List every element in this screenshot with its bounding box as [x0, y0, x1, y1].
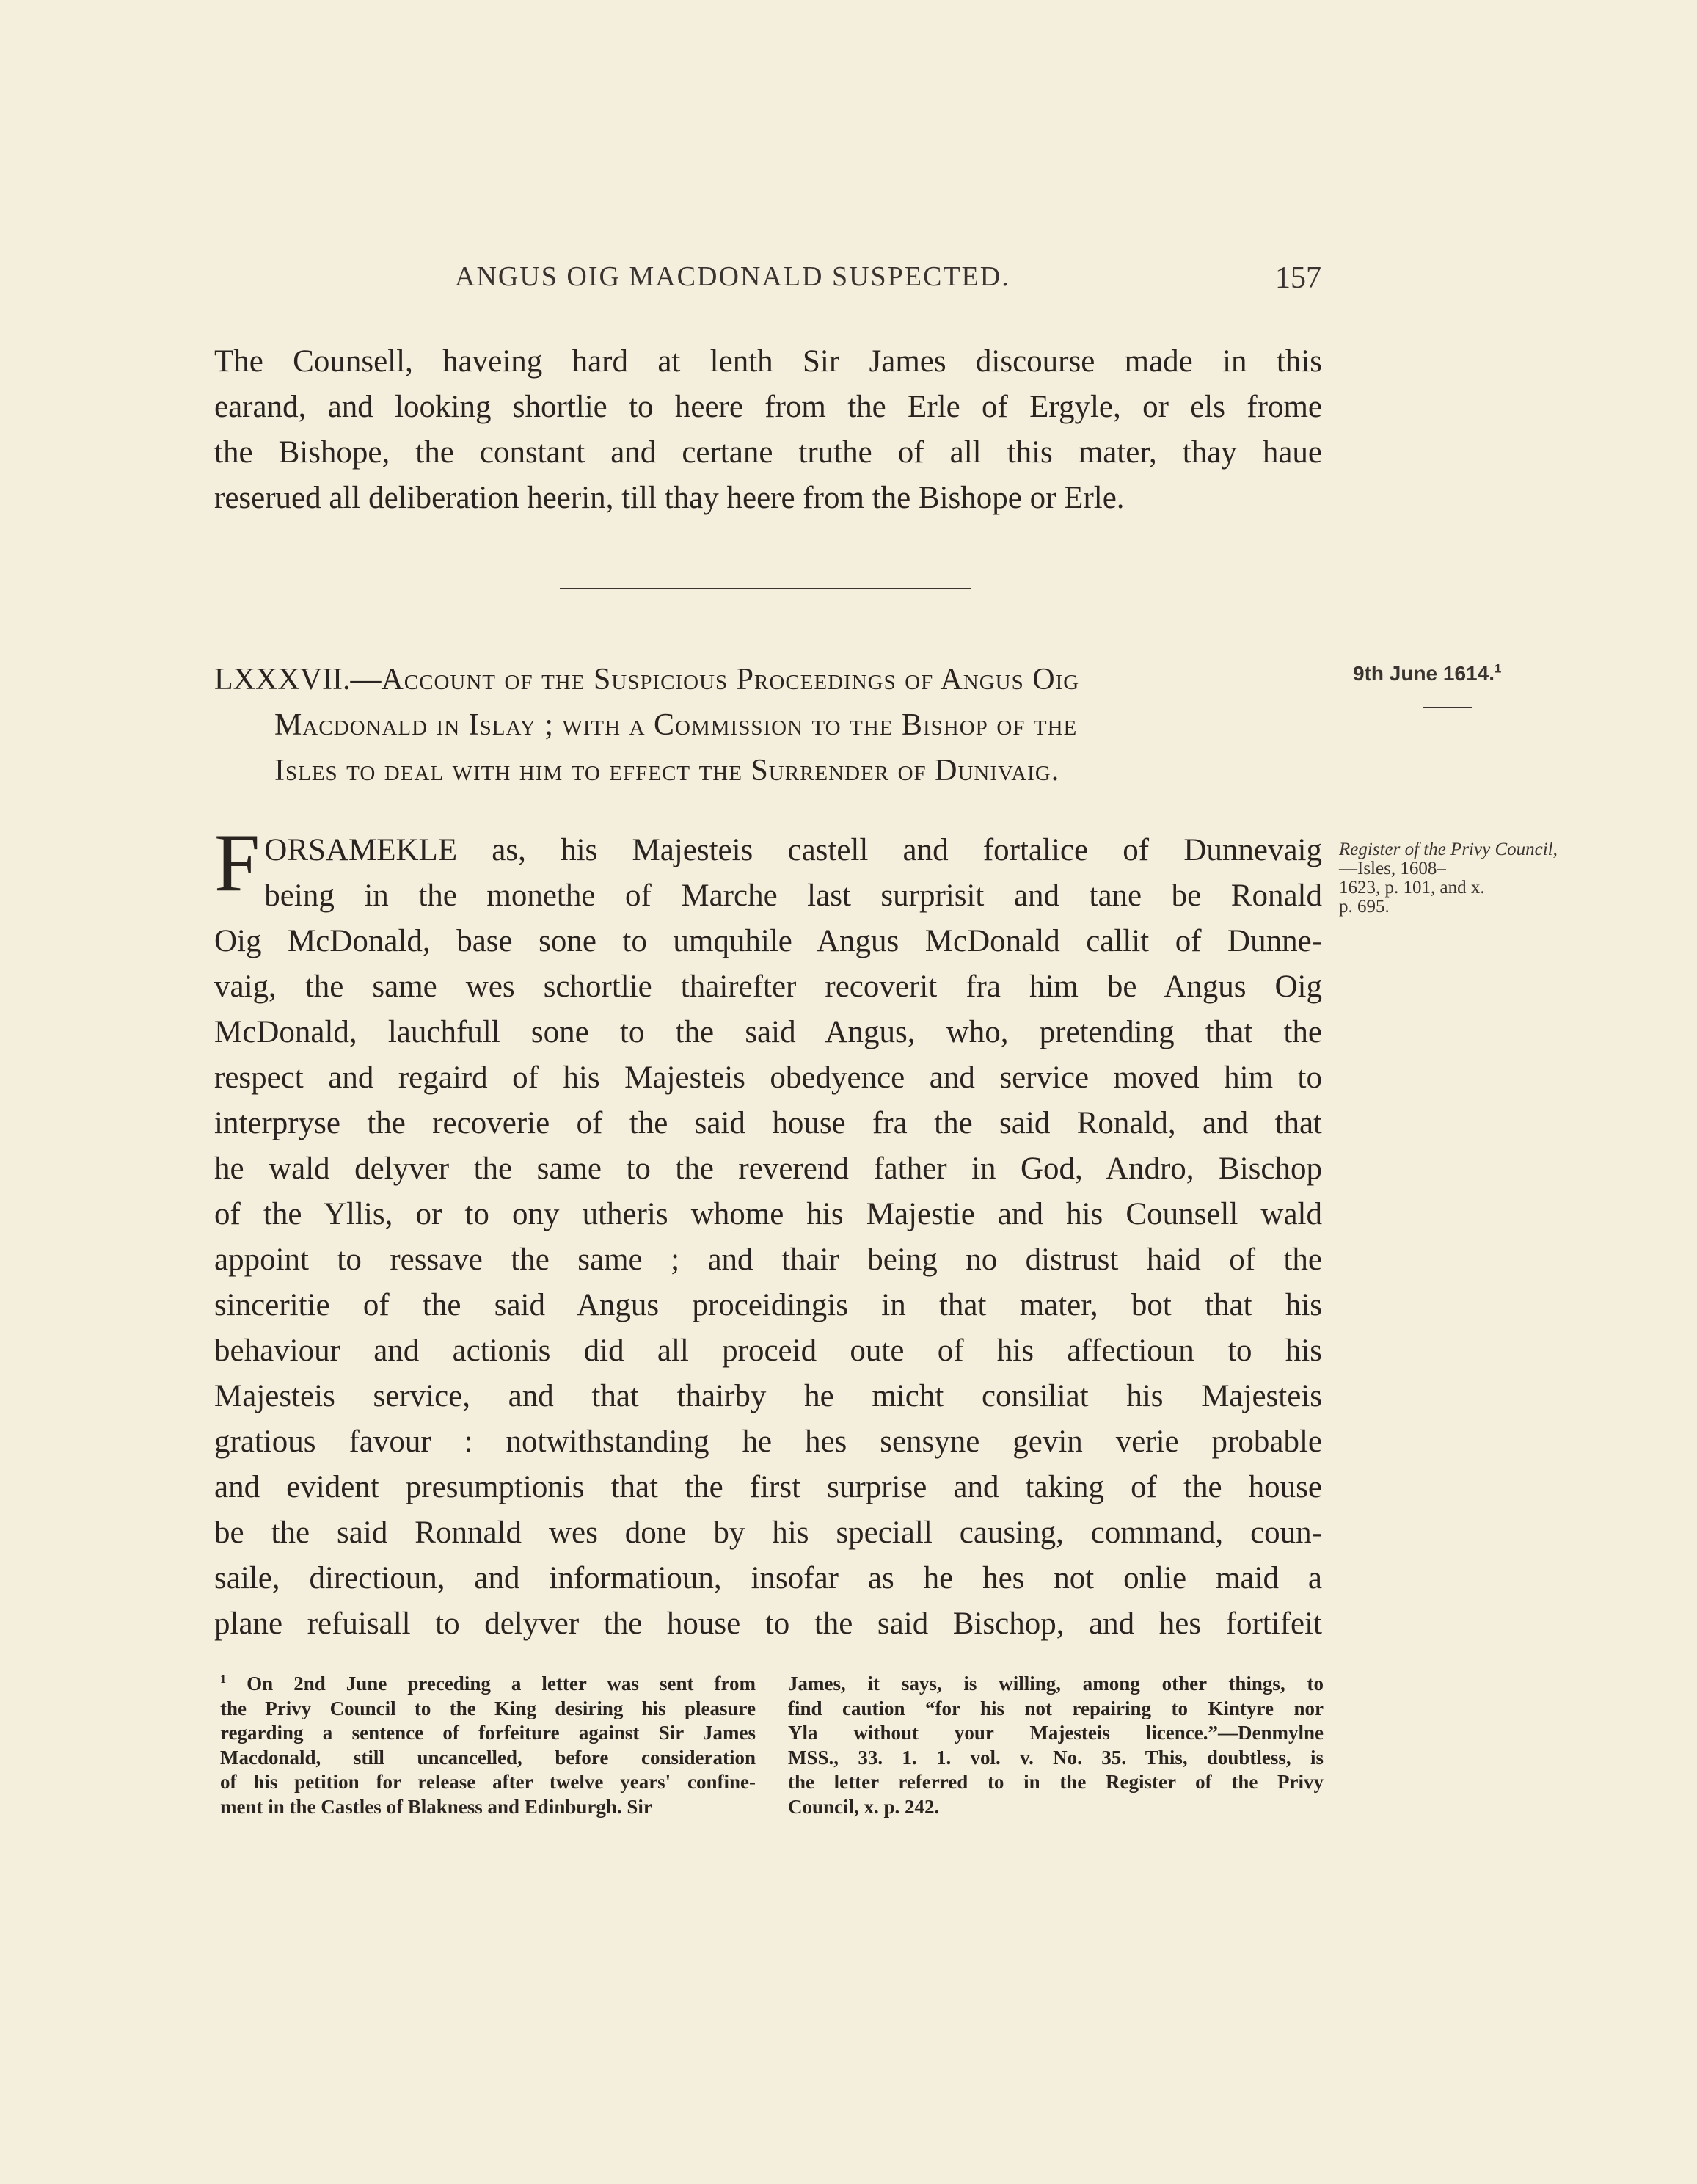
- main-paragraph: [214, 818, 1322, 1647]
- intro-line: The Counsell, haveing hard at lenth Sir James discourse made in this: [214, 344, 1322, 379]
- footnote-line: the Privy Council to the King desiring his pleasure: [220, 1697, 756, 1719]
- main-line: sinceritie of the said Angus proceidingis in that mater, bot that his: [214, 1288, 1322, 1322]
- heading-line-2: Macdonald in Islay ; with a Commission to the Bishop of the: [274, 708, 1078, 742]
- main-line: respect and regaird of his Majesteis obedyence and service moved him to: [214, 1060, 1322, 1095]
- footnote-line: ment in the Castles of Blakness and Edinburgh. Sir: [220, 1795, 652, 1818]
- footnote-line: the letter referred to in the Register of the Privy: [788, 1771, 1324, 1793]
- footnote-left-column: [220, 1672, 756, 1819]
- intro-paragraph: [214, 339, 1322, 521]
- heading-text: Account of the Suspicious Proceedings of Angus Oig: [381, 663, 1080, 696]
- main-line: Majesteis service, and that thairby he micht consiliat his Majesteis: [214, 1379, 1322, 1413]
- main-line: ORSAMEKLE as, his Majesteis castell and fortalice of Dunnevaig: [264, 833, 1322, 867]
- page-number: 157: [1275, 261, 1321, 295]
- marginal-date-rule: [1423, 707, 1472, 708]
- main-line: appoint to ressave the same ; and thair being no distrust haid of the: [214, 1242, 1322, 1277]
- main-line: he wald delyver the same to the reverend father in God, Andro, Bischop: [214, 1151, 1322, 1186]
- date-text: 9th June 1614.: [1353, 662, 1495, 685]
- footnote-right-column: [788, 1672, 1324, 1819]
- heading-line-1: [214, 657, 1322, 702]
- main-line: of the Yllis, or to ony utheris whome his Majestie and his Counsell wald: [214, 1197, 1322, 1231]
- main-line: interpryse the recoverie of the said house fra the said Ronald, and that: [214, 1106, 1322, 1140]
- heading-line-3: Isles to deal with him to effect the Surrender of Dunivaig.: [274, 754, 1060, 787]
- footnote-line: Macdonald, still uncancelled, before consideration: [220, 1746, 756, 1769]
- intro-line: the Bishope, the constant and certane truthe of all this mater, thay haue: [214, 435, 1322, 470]
- footnote-mark: 1: [220, 1672, 227, 1686]
- main-line: being in the monethe of Marche last surprisit and tane be Ronald: [264, 878, 1322, 913]
- footnote-line: regarding a sentence of forfeiture against Sir James: [220, 1722, 756, 1744]
- reference-line: 1623, p. 101, and x.: [1339, 878, 1485, 898]
- intro-line: reserued all deliberation heerin, till thay heere from the Bishope or Erle.: [214, 481, 1125, 515]
- section-divider: [560, 588, 971, 589]
- footnote-mark: 1: [1494, 661, 1502, 676]
- main-line: vaig, the same wes schortlie thairefter recoverit fra him be Angus Oig: [214, 969, 1322, 1004]
- footnote-line: James, it says, is willing, among other things, to: [788, 1672, 1324, 1695]
- main-line: Oig McDonald, base sone to umquhile Angus McDonald callit of Dunne-: [214, 924, 1322, 958]
- reference-line: —Isles, 1608–: [1339, 859, 1446, 878]
- main-line: be the said Ronnald wes done by his speciall causing, command, coun-: [214, 1515, 1322, 1550]
- marginal-date: [1353, 662, 1501, 685]
- section-heading: [214, 657, 1322, 793]
- intro-line: earand, and looking shortlie to heere from the Erle of Ergyle, or els frome: [214, 390, 1322, 424]
- drop-cap: F: [214, 818, 260, 909]
- reference-title: Register of the Privy Council,: [1339, 840, 1558, 859]
- running-title: ANGUS OIG MACDONALD SUSPECTED.: [455, 261, 1010, 292]
- main-line: McDonald, lauchfull sone to the said Angus, who, pretending that the: [214, 1015, 1322, 1049]
- footnote-line: $^1$ On 2nd June preceding a letter was sent from: [220, 1672, 756, 1695]
- section-number: LXXXVII.—: [214, 663, 382, 696]
- main-line: gratious favour : notwithstanding he hes sensyne gevin verie probable: [214, 1424, 1322, 1459]
- footnote-line: MSS., 33. 1. 1. vol. v. No. 35. This, doubtless, is: [788, 1746, 1324, 1769]
- footnote-line: find caution “for his not repairing to Kintyre nor: [788, 1697, 1324, 1719]
- main-line: saile, directioun, and informatioun, insofar as he hes not onlie maid a: [214, 1561, 1322, 1595]
- marginal-reference: [1339, 840, 1559, 917]
- footnote-line: of his petition for release after twelve years' confine-: [220, 1771, 756, 1793]
- reference-line: p. 695.: [1339, 897, 1390, 917]
- footnote-line: Council, x. p. 242.: [788, 1795, 940, 1818]
- footnote-line: Yla without your Majesteis licence.”—Denmylne: [788, 1722, 1324, 1744]
- main-line: behaviour and actionis did all proceid oute of his affectioun to his: [214, 1333, 1322, 1368]
- main-line: plane refuisall to delyver the house to the said Bischop, and hes fortifeit: [214, 1606, 1322, 1641]
- main-line: and evident presumptionis that the first surprise and taking of the house: [214, 1470, 1322, 1504]
